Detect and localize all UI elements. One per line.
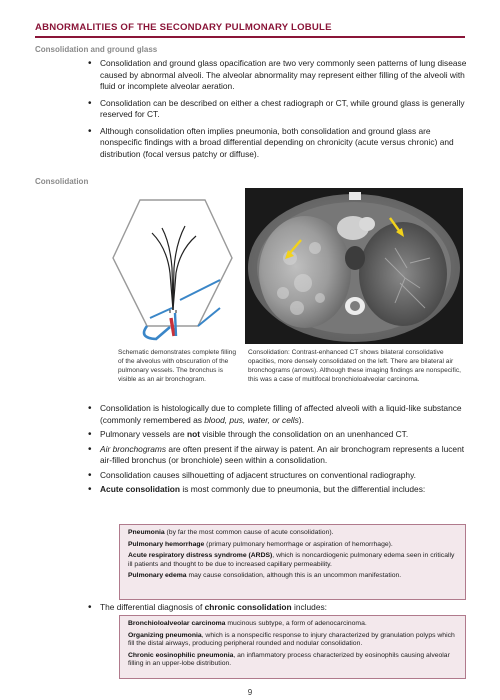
vessels-emphasis: not [187,429,201,439]
differential-item [128,572,457,581]
intro-bullet: • Consolidation and ground glass opacification are two very commonly seen patterns of lung disease caused by abnormal alveoli. The alveolar abnormality may represent either filling of the alveoli with fluid or incomplete alveolar aeration. [100,58,472,93]
acute-differential-box [119,524,466,600]
chronic-intro-text: The differential diagnosis of [100,602,205,612]
intro-bullet: • Although consolidation often implies pneumonia, both consolidation and ground glass are nonspecific findings with a broad differential depending on chronicity (acute versus chronic) and distribution (focal versus patchy or diffuse). [100,126,472,161]
chronic-consolidation-term: chronic consolidation [204,602,292,612]
differential-item [128,652,457,669]
acute-consolidation-text: is most commonly due to pneumonia, but the differential includes: [180,484,426,494]
consolidation-schematic-diagram [110,188,235,343]
vessels-text-end: visible through the consolidation on an unenhanced CT. [200,429,409,439]
histology-text: Consolidation is histologically due to complete filling of affected alveoli with a liquid-like substance (commonly remembered as blood, pus, water, or cells). [100,403,462,425]
differential-desc: , which is noncardiogenic pulmonary edema seen in critically ill patients and thought to be due to increased capillary permeability. [128,552,455,568]
differential-desc: , which is a nonspecific response to injury characterized by granulation polyps which fill the distal airways, producing peripheral rounded and nodular consolidation. [128,631,455,648]
differential-item [128,552,457,569]
differential-item [128,632,457,649]
differential-desc: mucinous subtype, a form of adenocarcinoma. [225,620,367,627]
air-bronchograms-text: are often present if the airway is patent. An air bronchogram represents a lucent air-filled bronchus (or bronchiole) seen within a consolidation. [100,443,465,465]
intro-bullet-list [100,58,472,165]
intro-bullet: • Consolidation can be described on either a chest radiograph or CT, while ground glass is generally reserved for CT. [100,98,472,121]
acute-consolidation-term: Acute consolidation [100,484,181,494]
ct-scan-image [245,188,463,344]
ct-caption: Consolidation: Contrast-enhanced CT shows bilateral consolidative opacities, more densely consolidated on the left. There are bilateral air bronchograms (arrows). Although these imaging findings are nonspecific, this was a case of multifocal bronchioloalveolar carcinoma. [248,349,461,383]
consolidation-bullet [100,444,472,467]
differential-term: Pulmonary hemorrhage [128,540,205,548]
section-header: ABNORMALITIES OF THE SECONDARY PULMONARY LOBULE [35,22,465,38]
differential-desc: may cause consolidation, although this is an uncommon manifestation. [186,572,402,580]
air-bronchograms-term: Air bronchograms [100,443,167,454]
consolidation-bullet [100,403,472,426]
differential-term: Acute respiratory distress syndrome (ARDS) [128,552,273,560]
page-number: 9 [247,688,253,697]
differential-item [128,541,457,550]
differential-desc: , an inflammatory process characterized by eosinophils causing alveolar filling in an upper-lobe distribution. [128,651,450,668]
diagram-caption: Schematic demonstrates complete filling of the alveolus with obscuration of the pulmonary vessels. The bronchus is visible as an air bronchogram. [118,349,237,383]
differential-term: Pulmonary edema [128,572,187,580]
consolidation-bullet: • Consolidation causes silhouetting of adjacent structures on conventional radiography. [100,470,472,482]
consolidation-bullet [100,429,472,441]
differential-term: Organizing pneumonia [128,631,202,639]
vessels-text: Pulmonary vessels are [100,429,188,439]
differential-term: Pneumonia [128,529,165,536]
subheading-consolidation-ground-glass: Consolidation and ground glass [35,45,158,54]
differential-desc: (primary pulmonary hemorrhage or aspiration of hemorrhage). [204,540,393,548]
chronic-bullet [100,602,472,614]
substance-list: blood, pus, water, or cells [204,414,299,425]
chronic-intro-text-end: includes: [291,602,328,612]
chronic-differential-box [119,615,466,679]
differential-desc: (by far the most common cause of acute consolidation). [164,529,334,536]
differential-term: Bronchioloalveolar carcinoma [128,620,226,627]
differential-item [128,620,457,629]
consolidation-bullet-list [100,403,472,499]
differential-term: Chronic eosinophilic pneumonia [128,651,234,659]
differential-item [128,529,457,538]
consolidation-bullet [100,484,472,496]
subheading-consolidation: Consolidation [35,177,89,186]
